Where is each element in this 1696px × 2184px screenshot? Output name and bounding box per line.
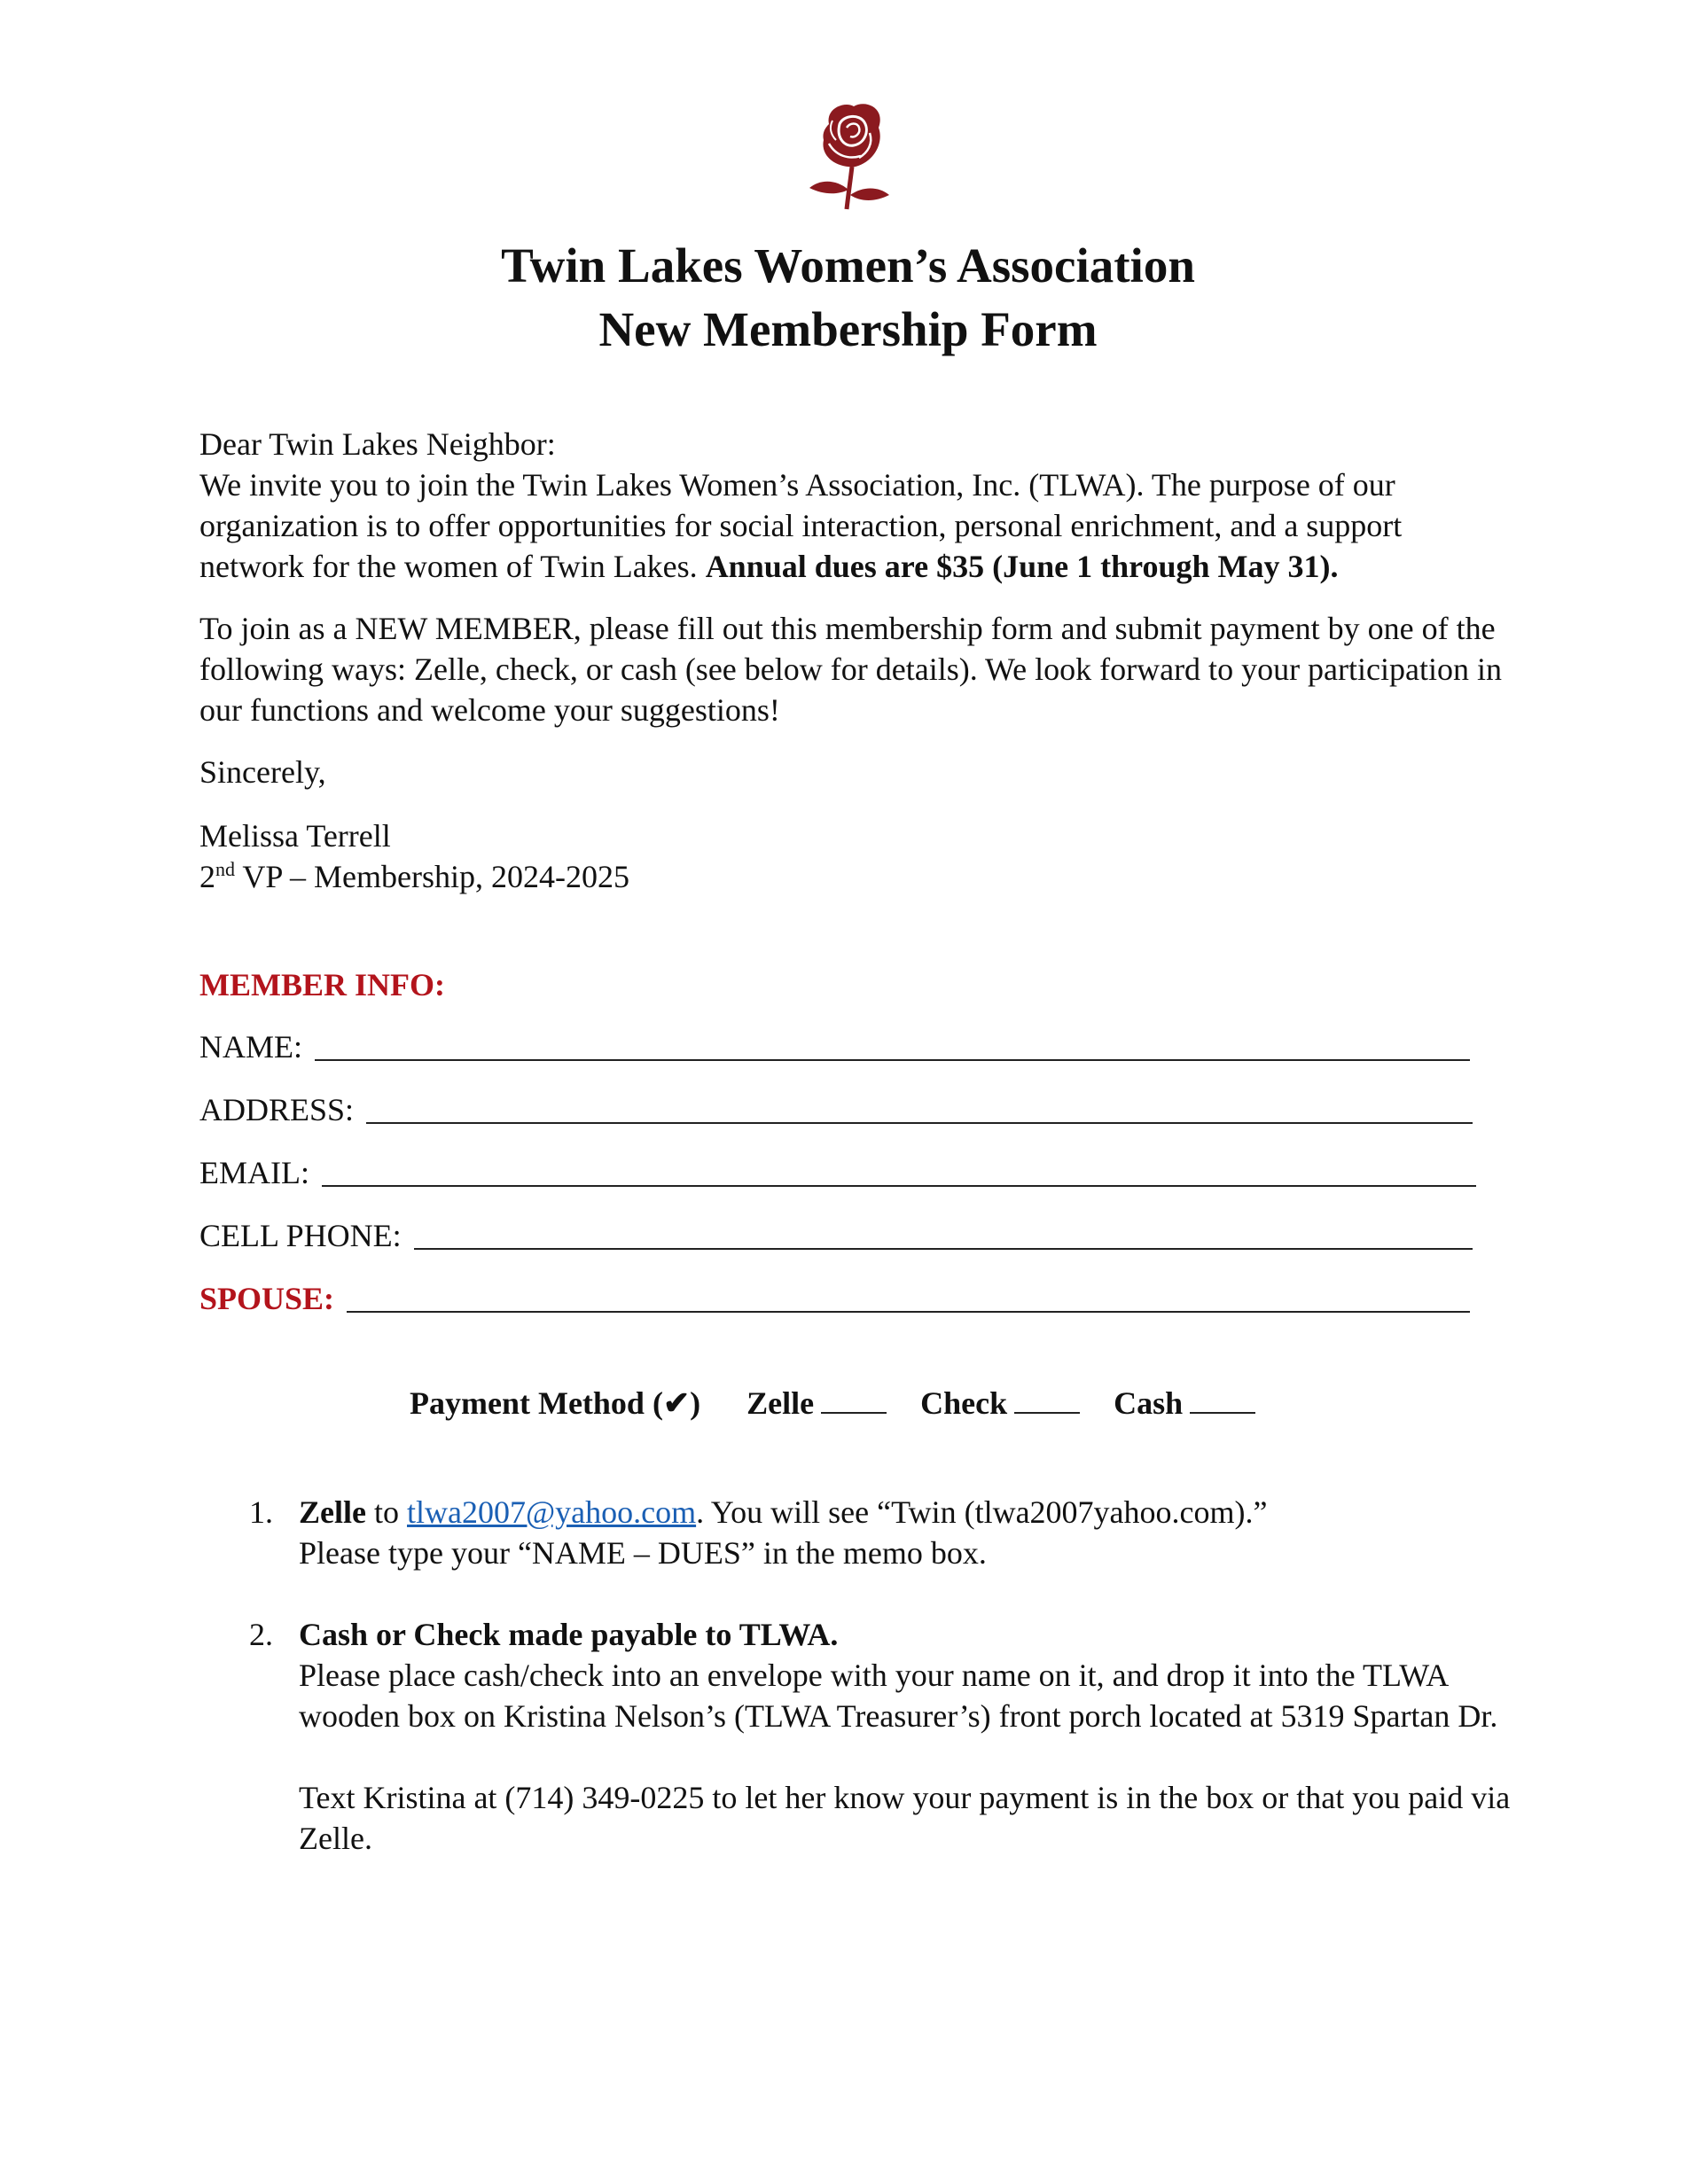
- instructions-paragraph: To join as a NEW MEMBER, please fill out this membership form and submit payment by one of the following ways: Zelle, check, or cash (see below for details). We look forward to your participation in our functions and welcome your suggestions!: [199, 611, 1502, 728]
- role-ordinal-suffix: nd: [215, 858, 235, 880]
- intro-paragraph: [199, 464, 1512, 587]
- name-label: NAME:: [199, 1029, 302, 1065]
- cell-phone-label: CELL PHONE:: [199, 1218, 402, 1253]
- greeting: Dear Twin Lakes Neighbor:: [199, 426, 556, 462]
- cash-check-instructions: Please place cash/check into an envelope with your name on it, and drop it into the TLWA wooden box on Kristina Nelson’s (TLWA Treasurer’s) front porch located at 5319 Spartan Dr.: [299, 1658, 1498, 1734]
- intro-text: We invite you to join the Twin Lakes Women’s Association, Inc. (TLWA). The purpose of our organization is to offer opportunities for social interaction, personal enrichment, and a support network for the women of Twin Lakes.: [199, 467, 1403, 584]
- spouse-label: SPOUSE:: [199, 1281, 335, 1316]
- text-kristina-instructions: Text Kristina at (714) 349-0225 to let her know your payment is in the box or that you paid via Zelle.: [299, 1780, 1511, 1856]
- spouse-line[interactable]: [347, 1310, 1470, 1313]
- dues-text: Annual dues are $35 (June 1 through May 31).: [705, 549, 1339, 584]
- list-number-1: 1.: [249, 1494, 273, 1530]
- zelle-bold: Zelle: [299, 1494, 366, 1530]
- cell-phone-line[interactable]: [414, 1247, 1473, 1250]
- name-line[interactable]: [315, 1058, 1470, 1061]
- zelle-memo-text: Please type your “NAME – DUES” in the memo box.: [299, 1535, 987, 1571]
- address-line[interactable]: [366, 1121, 1473, 1124]
- zelle-see-text: . You will see “Twin (tlwa2007yahoo.com).”: [696, 1494, 1268, 1530]
- zelle-to: to: [365, 1494, 407, 1530]
- cash-blank[interactable]: [1190, 1385, 1255, 1414]
- signer-role: [199, 856, 1512, 897]
- spouse-field[interactable]: [199, 1278, 1470, 1319]
- payment-method-label: Payment Method (✔): [410, 1385, 701, 1421]
- zelle-blank[interactable]: [821, 1385, 887, 1414]
- cash-check-heading: Cash or Check made payable to TLWA.: [299, 1617, 839, 1652]
- member-info-heading: MEMBER INFO:: [199, 967, 445, 1002]
- address-field[interactable]: [199, 1089, 1473, 1130]
- cash-option-label: Cash: [1114, 1385, 1184, 1421]
- title-line-2: New Membership Form: [598, 302, 1098, 356]
- signer-name: Melissa Terrell: [199, 818, 391, 854]
- cell-phone-field[interactable]: [199, 1215, 1473, 1256]
- check-blank[interactable]: [1014, 1385, 1080, 1414]
- zelle-option-label: Zelle: [746, 1385, 815, 1421]
- zelle-email-link[interactable]: tlwa2007@yahoo.com: [407, 1494, 697, 1530]
- rose-icon: [793, 98, 909, 213]
- address-label: ADDRESS:: [199, 1092, 355, 1127]
- email-line[interactable]: [322, 1184, 1476, 1187]
- email-label: EMAIL:: [199, 1155, 309, 1190]
- name-field[interactable]: [199, 1026, 1470, 1067]
- role-ordinal: 2: [199, 859, 215, 894]
- email-field[interactable]: [199, 1152, 1476, 1193]
- payment-method-row: [410, 1383, 1255, 1424]
- check-option-label: Check: [920, 1385, 1008, 1421]
- list-number-2: 2.: [249, 1617, 273, 1652]
- role-title: VP – Membership, 2024-2025: [235, 859, 629, 894]
- closing: Sincerely,: [199, 754, 326, 790]
- title-line-1: Twin Lakes Women’s Association: [501, 238, 1195, 292]
